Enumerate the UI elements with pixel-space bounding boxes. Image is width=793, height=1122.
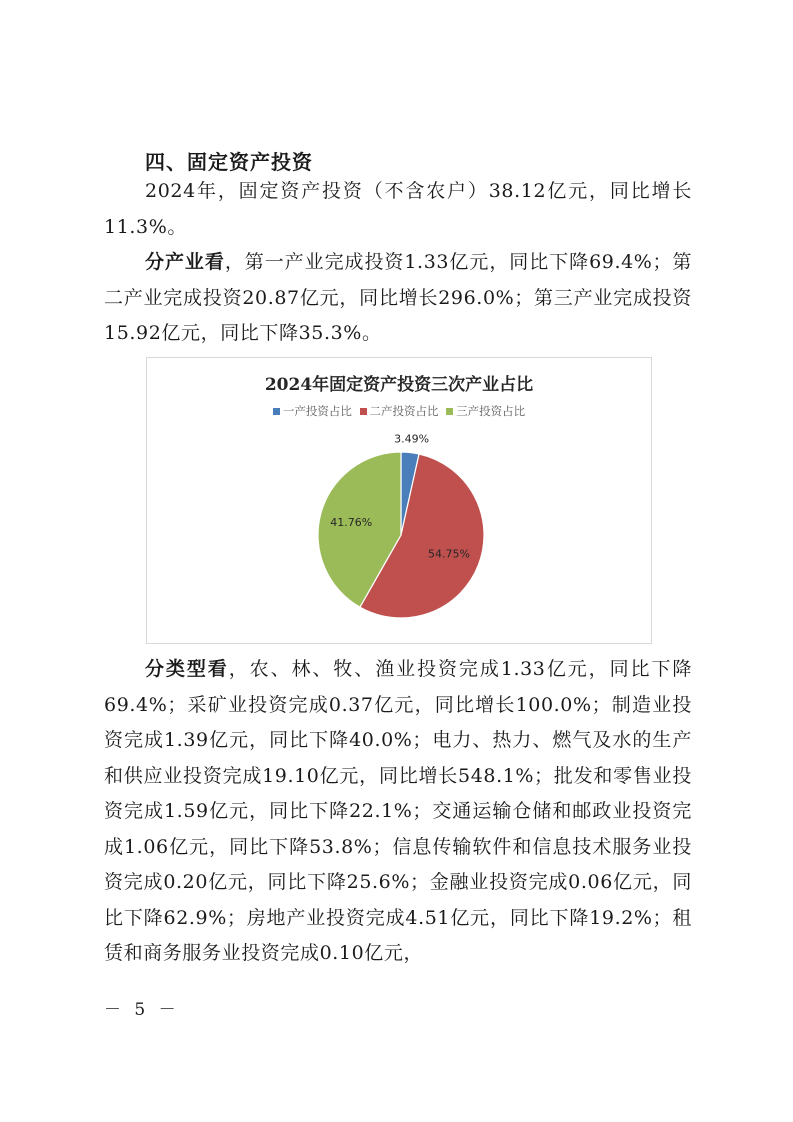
chart-title: 2024年固定资产投资三次产业占比 bbox=[264, 375, 534, 395]
pie-plot bbox=[147, 358, 653, 645]
by-type-paragraph bbox=[104, 652, 692, 972]
by-type-paragraph-block bbox=[104, 652, 692, 972]
legend-label-tertiary: 三产投资占比 bbox=[456, 404, 526, 418]
overview-paragraph: 2024年，固定资产投资（不含农户）38.12亿元，同比增长11.3%。 bbox=[104, 180, 692, 238]
by-type-lead: 分类型看 bbox=[145, 658, 229, 680]
label-secondary: 54.75% bbox=[428, 547, 470, 561]
label-primary: 3.49% bbox=[394, 432, 430, 446]
by-industry-paragraph bbox=[104, 245, 692, 352]
pie-chart bbox=[146, 357, 652, 644]
by-industry-lead: 分产业看 bbox=[145, 251, 225, 273]
by-type-body: ，农、林、牧、渔业投资完成1.33亿元，同比下降69.4%；采矿业投资完成0.37亿元，同比增长100.0%；制造业投资完成1.39亿元，同比下降40.0%；电力、热力、燃气及水的生产和供应业投资完成19.10亿元，同比增长548.1%；批发和零售业投资完成1.59亿元，同比下降22.1%；交通运输仓储和邮政业投资完成1.06亿元，同比下降53.8%；信息传输软件和信息技术服务业投资完成0.20亿元，同比下降25.6%；金融业投资完成0.06亿元，同比下降62.9%；房地产业投资完成4.51亿元，同比下降19.2%；租赁和商务服务业投资完成0.10亿元， bbox=[104, 658, 692, 964]
legend-label-primary: 一产投资占比 bbox=[282, 404, 352, 418]
label-tertiary: 41.76% bbox=[330, 515, 373, 529]
section-heading: 四、固定资产投资 bbox=[145, 150, 313, 174]
overview-paragraph-block bbox=[104, 174, 692, 352]
page-number: － 5 － bbox=[104, 1000, 180, 1020]
legend-label-secondary: 二产投资占比 bbox=[369, 404, 439, 418]
by-industry-body: ，第一产业完成投资1.33亿元，同比下降69.4%；第二产业完成投资20.87亿元，同比增长296.0%；第三产业完成投资15.92亿元，同比下降35.3%。 bbox=[104, 251, 692, 344]
